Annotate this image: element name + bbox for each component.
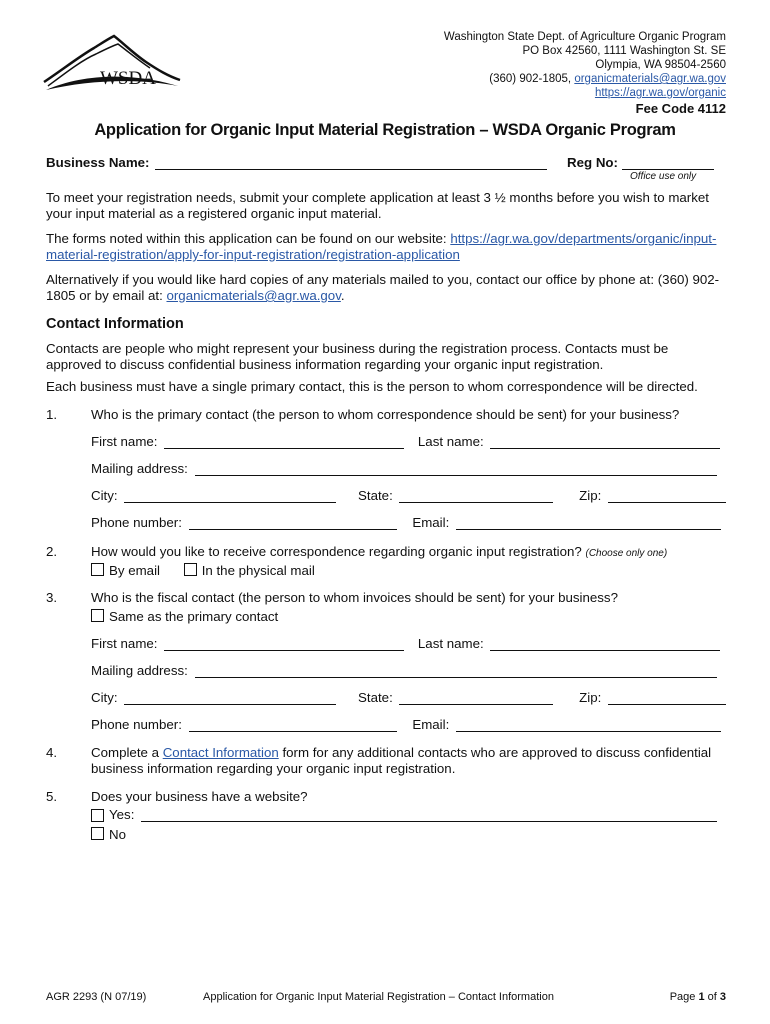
q1-city-input[interactable] bbox=[124, 488, 336, 503]
q1-city-label: City: bbox=[91, 488, 118, 503]
agency-website-link[interactable]: https://agr.wa.gov/organic bbox=[594, 87, 726, 99]
q3-email-label: Email: bbox=[412, 717, 450, 732]
contact-description: Contacts are people who might represent your business during the registration process. Contacts must be approved to discuss confidential business information regarding your organic input registration. bbox=[46, 341, 669, 372]
address-line-1: Washington State Dept. of Agriculture Organic Program bbox=[443, 31, 726, 43]
address-line-3: Olympia, WA 98504-2560 bbox=[595, 59, 726, 71]
question-3-text: Who is the fiscal contact (the person to whom invoices should be sent) for your business? bbox=[91, 590, 618, 605]
q1-last-name-input[interactable] bbox=[490, 434, 720, 449]
q3-last-name-input[interactable] bbox=[490, 636, 720, 651]
q3-city-input[interactable] bbox=[124, 690, 336, 705]
q3-zip-input[interactable] bbox=[608, 690, 726, 705]
website-no-label: No bbox=[109, 827, 126, 842]
q3-phone-input[interactable] bbox=[189, 717, 397, 732]
q1-zip-input[interactable] bbox=[608, 488, 726, 503]
q1-last-name-label: Last name: bbox=[417, 434, 484, 449]
website-yes-label: Yes: bbox=[109, 807, 135, 822]
q1-mailing-address-input[interactable] bbox=[195, 461, 717, 476]
q3-first-name-label: First name: bbox=[91, 636, 158, 651]
by-email-label: By email bbox=[109, 563, 160, 578]
logo-text: WSDA bbox=[100, 68, 156, 89]
q1-state-label: State: bbox=[358, 488, 393, 503]
q3-mailing-address-input[interactable] bbox=[195, 663, 717, 678]
registration-application-link[interactable]: https://agr.wa.gov/departments/organic/input-material-registration/apply-for-input-registration/registration-application bbox=[46, 231, 717, 262]
agency-email-link[interactable]: organicmaterials@agr.wa.gov bbox=[574, 73, 726, 85]
q1-zip-label: Zip: bbox=[579, 488, 602, 503]
question-2-note: (Choose only one) bbox=[585, 548, 668, 559]
website-yes-checkbox[interactable] bbox=[91, 809, 104, 822]
contact-section-heading: Contact Information bbox=[46, 316, 184, 332]
physical-mail-checkbox[interactable] bbox=[184, 563, 197, 576]
q3-phone-label: Phone number: bbox=[91, 717, 182, 732]
intro-paragraph-1: To meet your registration needs, submit your complete application at least 3 ½ months before you wish to market your input material as a registered organic input material. bbox=[46, 190, 709, 221]
q3-state-input[interactable] bbox=[399, 690, 553, 705]
q3-last-name-label: Last name: bbox=[417, 636, 484, 651]
q3-zip-label: Zip: bbox=[579, 690, 602, 705]
page-indicator: Page 1 of 3 bbox=[669, 991, 726, 1003]
q1-email-input[interactable] bbox=[456, 515, 721, 530]
q3-email-input[interactable] bbox=[456, 717, 721, 732]
q3-state-label: State: bbox=[358, 690, 393, 705]
contact-line bbox=[444, 72, 726, 86]
reg-no-label: Reg No: bbox=[567, 155, 618, 170]
mountain-logo-icon bbox=[42, 30, 182, 96]
wsda-logo bbox=[42, 30, 182, 96]
contact-information-form-link[interactable]: Contact Information bbox=[162, 745, 279, 760]
q1-first-name-label: First name: bbox=[91, 434, 158, 449]
primary-contact-note: Each business must have a single primary contact, this is the person to whom correspondence will be directed. bbox=[46, 379, 698, 394]
question-1-text: Who is the primary contact (the person to whom correspondence should be sent) for your business? bbox=[91, 407, 680, 422]
footer-title: Application for Organic Input Material Registration – Contact Information bbox=[203, 991, 554, 1003]
intro-paragraph-3: Alternatively if you would like hard copies of any materials mailed to you, contact our office by phone at: (360) 902-1805 or by email at: organicmaterials@agr.wa.gov. bbox=[46, 272, 720, 303]
q1-email-label: Email: bbox=[412, 515, 450, 530]
fee-code: Fee Code 4112 bbox=[635, 101, 726, 116]
question-5-number: 5. bbox=[46, 789, 58, 804]
business-name-label: Business Name: bbox=[46, 155, 150, 170]
same-as-primary-checkbox[interactable] bbox=[91, 609, 104, 622]
physical-mail-label: In the physical mail bbox=[201, 563, 315, 578]
agency-address bbox=[444, 30, 726, 116]
address-line-2: PO Box 42560, 1111 Washington St. SE bbox=[522, 45, 726, 57]
business-name-field[interactable] bbox=[155, 155, 547, 170]
q1-phone-label: Phone number: bbox=[91, 515, 182, 530]
reg-no-field bbox=[622, 155, 714, 170]
website-no-checkbox[interactable] bbox=[91, 827, 104, 840]
website-url-input[interactable] bbox=[141, 807, 717, 822]
q1-phone-input[interactable] bbox=[189, 515, 397, 530]
question-4-number: 4. bbox=[46, 745, 58, 760]
q1-mailing-address-label: Mailing address: bbox=[91, 461, 188, 476]
q3-first-name-input[interactable] bbox=[164, 636, 404, 651]
question-2-text: How would you like to receive correspondence regarding organic input registration? (Choose only one) bbox=[91, 544, 668, 559]
office-use-note: Office use only bbox=[630, 171, 697, 182]
question-2-number: 2. bbox=[46, 544, 58, 559]
contact-email-link[interactable]: organicmaterials@agr.wa.gov bbox=[166, 288, 341, 303]
intro-paragraph-2: The forms noted within this application can be found on our website: https://agr.wa.gov/departments/organic/input-material-registration/apply-for-input-registration/registration-application bbox=[46, 231, 717, 262]
q3-city-label: City: bbox=[91, 690, 118, 705]
same-as-primary-label: Same as the primary contact bbox=[109, 609, 279, 624]
question-3-number: 3. bbox=[46, 590, 58, 605]
agency-phone: (360) 902-1805, bbox=[489, 73, 575, 85]
question-4-text: Complete a Contact Information form for any additional contacts who are approved to discuss confidential business information regarding your organic input registration. bbox=[91, 745, 712, 776]
q3-mailing-address-label: Mailing address: bbox=[91, 663, 188, 678]
question-1-number: 1. bbox=[46, 407, 58, 422]
form-number: AGR 2293 (N 07/19) bbox=[46, 991, 147, 1003]
page-title: Application for Organic Input Material Registration – WSDA Organic Program bbox=[94, 121, 676, 139]
q1-first-name-input[interactable] bbox=[164, 434, 404, 449]
question-5-text: Does your business have a website? bbox=[91, 789, 308, 804]
q1-state-input[interactable] bbox=[399, 488, 553, 503]
by-email-checkbox[interactable] bbox=[91, 563, 104, 576]
